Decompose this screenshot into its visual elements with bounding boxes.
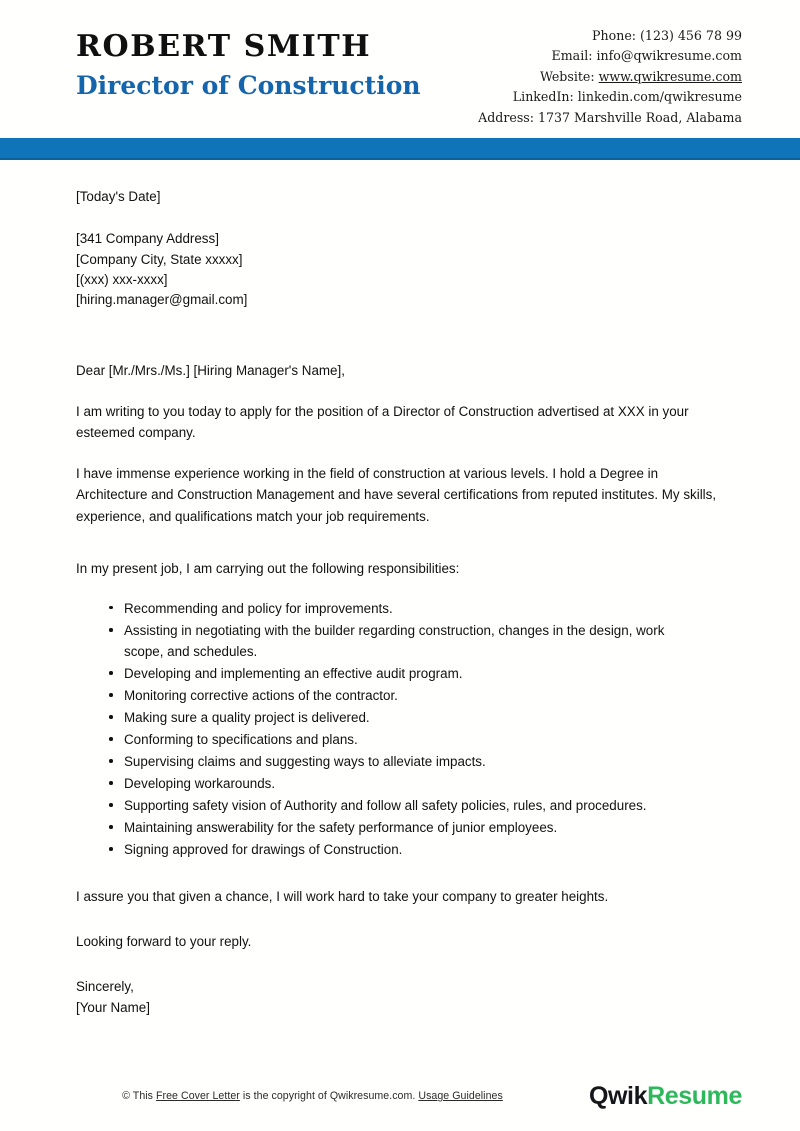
contact-website-row: [478, 67, 742, 87]
letterhead-header: [0, 0, 800, 136]
qwikresume-logo[interactable]: [588, 1081, 742, 1110]
logo-qwik-text: Qwik: [588, 1081, 648, 1110]
list-item: Maintaining answerability for the safety performance of junior employees.: [76, 817, 686, 838]
contact-phone: Phone: (123) 456 78 99: [592, 28, 742, 43]
signoff-text: Sincerely,: [76, 978, 134, 994]
letter-body: [0, 186, 800, 1019]
list-item: Developing and implementing an effective audit program.: [76, 663, 686, 684]
closing-assurance: I assure you that given a chance, I will work hard to take your company to greater heights.: [76, 889, 609, 905]
accent-divider-bar: [0, 138, 800, 160]
contact-website-link[interactable]: www.qwikresume.com: [598, 68, 742, 84]
footer-copyright-middle: is the copyright of Qwikresume.com.: [239, 1090, 419, 1102]
contact-linkedin: LinkedIn: linkedin.com/qwikresume: [512, 89, 742, 105]
closing-reply: Looking forward to your reply.: [76, 933, 252, 949]
list-item: Making sure a quality project is delivered.: [76, 707, 686, 728]
letter-date: [Today's Date]: [76, 189, 161, 204]
list-item: Monitoring corrective actions of the contractor.: [76, 685, 686, 706]
contact-website-label: Website:: [539, 68, 599, 84]
list-item: Conforming to specifications and plans.: [76, 729, 686, 750]
candidate-job-title: Director of Construction: [76, 71, 421, 100]
recipient-line: [hiring.manager@gmail.com]: [76, 292, 248, 308]
usage-guidelines-link[interactable]: Usage Guidelines: [418, 1090, 503, 1102]
list-item: Signing approved for drawings of Construction.: [76, 839, 686, 860]
contact-details-block: [478, 22, 742, 128]
candidate-name: ROBERT SMITH: [76, 29, 372, 64]
list-item: Assisting in negotiating with the builder regarding construction, changes in the design, work scope, and schedules.: [76, 620, 686, 662]
list-item: Recommending and policy for improvements.: [76, 598, 686, 619]
paragraph-intro: I am writing to you today to apply for the position of a Director of Construction advertised at XXX in your esteemed company.: [76, 403, 689, 441]
contact-email: Email: info@qwikresume.com: [551, 48, 742, 64]
candidate-identity: [76, 22, 421, 101]
footer-copyright: [76, 1090, 589, 1102]
list-item: Developing workarounds.: [76, 773, 686, 794]
list-item: Supporting safety vision of Authority and follow all safety policies, rules, and procedures.: [76, 795, 686, 816]
recipient-line: [Company City, State xxxxx]: [76, 251, 243, 267]
recipient-address-block: [76, 229, 725, 311]
logo-resume-text: Resume: [647, 1081, 742, 1110]
salutation: Dear [Mr./Mrs./Ms.] [Hiring Manager's Name],: [76, 362, 345, 378]
signature-block: [76, 976, 725, 1019]
free-cover-letter-link[interactable]: Free Cover Letter: [156, 1090, 240, 1102]
list-item: Supervising claims and suggesting ways to alleviate impacts.: [76, 751, 686, 772]
recipient-line: [(xxx) xxx-xxxx]: [76, 271, 168, 287]
contact-address: Address: 1737 Marshville Road, Alabama: [478, 109, 742, 125]
paragraph-experience: I have immense experience working in the field of construction at various levels. I hold a Degree in Architecture and Construction Management and have several certifications from reputed institutes. My skills, experience, and qualifications match your job requirements.: [76, 466, 717, 524]
responsibilities-intro: In my present job, I am carrying out the following responsibilities:: [76, 560, 460, 576]
page-footer: [0, 1073, 800, 1119]
responsibilities-list: [76, 598, 686, 861]
recipient-line: [341 Company Address]: [76, 231, 219, 247]
footer-copyright-prefix: © This: [122, 1090, 157, 1102]
signature-name: [Your Name]: [76, 1000, 150, 1016]
